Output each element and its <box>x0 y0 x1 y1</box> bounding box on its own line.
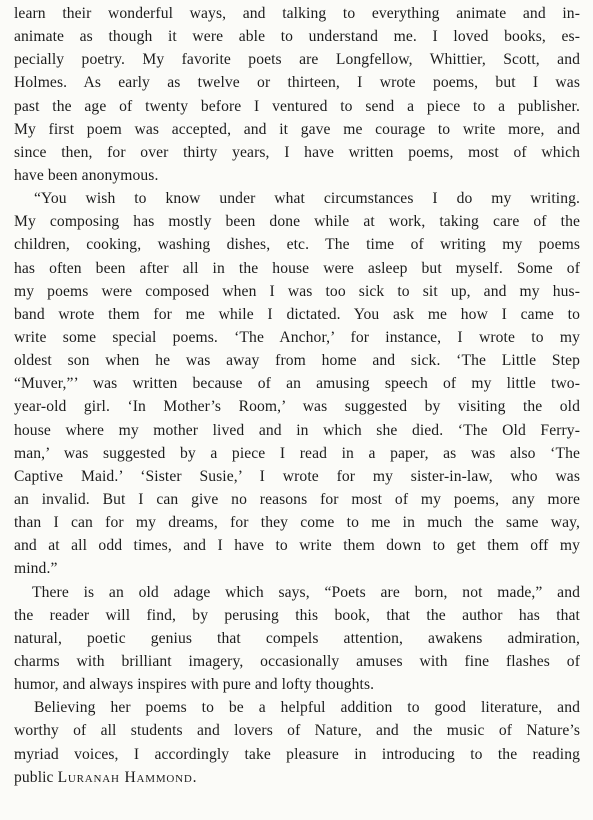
text-line: man,’ was suggested by a piece I read in a paper, as was also ‘The <box>14 444 580 462</box>
text-line: “You wish to know under what circumstances I do my writing. <box>34 190 580 208</box>
text-line: There is an old adage which says, “Poets are born, not made,” and <box>32 583 580 601</box>
text-line: worthy of all students and lovers of Nature, and the music of Nature’s <box>14 722 580 740</box>
text-line: “Muver,”’ was written because of an amusing speech of my little two- <box>14 375 580 393</box>
text-line: oldest son when he was away from home and sick. ‘The Little Step <box>14 352 580 370</box>
text-line: pecially poetry. My favorite poets are Longfellow, Whittier, Scott, and <box>14 51 580 69</box>
text-line: since then, for over thirty years, I have written poems, most of which <box>14 143 580 161</box>
text-line: charms with brilliant imagery, occasionally amuses with fine flashes of <box>14 652 580 670</box>
text-line: children, cooking, washing dishes, etc. The time of writing my poems <box>14 236 580 254</box>
text-line: Captive Maid.’ ‘Sister Susie,’ I wrote for my sister-in-law, who was <box>14 467 580 485</box>
text-line: animate as though it were able to understand me. I loved books, es- <box>14 28 580 46</box>
text-line: write some special poems. ‘The Anchor,’ for instance, I wrote to my <box>14 328 580 346</box>
text-line: house where my mother lived and in which she died. ‘The Old Ferry- <box>14 421 580 439</box>
text-line: year-old girl. ‘In Mother’s Room,’ was suggested by visiting the old <box>14 398 580 416</box>
text-line: and at all odd times, and I have to write them down to get them off my <box>14 537 580 555</box>
text-line: the reader will find, by perusing this book, that the author has that <box>14 606 580 624</box>
text-line: public <box>14 768 58 786</box>
text-line: mind.” <box>14 560 58 578</box>
text-line: an invalid. But I can give no reasons for most of my poems, any more <box>14 490 580 508</box>
text-line: has often been after all in the house were asleep but myself. Some of <box>14 259 580 277</box>
text-line: Holmes. As early as twelve or thirteen, I wrote poems, but I was <box>14 74 580 92</box>
text-line: than I can for my dreams, for they come to me in much the same way, <box>14 514 580 532</box>
text-line: myriad voices, I accordingly take pleasure in introducing to the reading <box>14 745 580 763</box>
final-line <box>14 766 580 789</box>
text-line: My first poem was accepted, and it gave me courage to write more, and <box>14 120 580 138</box>
text-line: My composing has mostly been done while at work, taking care of the <box>14 213 580 231</box>
author-name: Luranah Hammond <box>57 768 193 786</box>
text-line: learn their wonderful ways, and talking to everything animate and in- <box>14 5 580 22</box>
text-line: natural, poetic genius that compels attention, awakens admiration, <box>14 629 580 647</box>
text-line: Believing her poems to be a helpful addition to good literature, and <box>34 699 580 717</box>
text-line: past the age of twenty before I ventured to send a piece to a publisher. <box>14 97 580 115</box>
text-line: have been anonymous. <box>14 166 159 184</box>
text-line: my poems were composed when I was too sick to sit up, and my hus- <box>14 282 580 300</box>
text-line: humor, and always inspires with pure and lofty thoughts. <box>14 676 375 694</box>
final-period: . <box>192 768 197 786</box>
page-text <box>14 2 580 789</box>
text-line: band wrote them for me while I dictated. You ask me how I came to <box>14 305 580 323</box>
